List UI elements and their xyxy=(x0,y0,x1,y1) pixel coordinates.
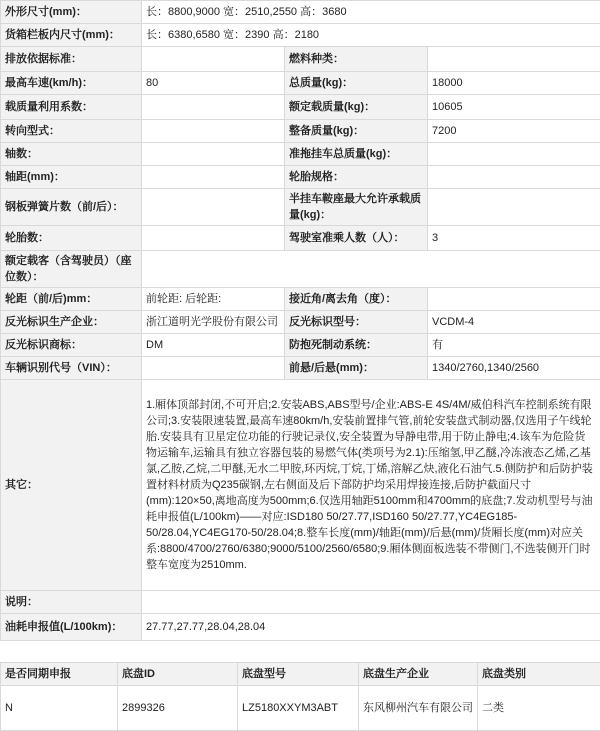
load-util-label: 载质量利用系数： xyxy=(1,95,142,120)
rated-load-label: 额定载质量(kg)： xyxy=(285,95,428,120)
chassis-header-model: 底盘型号 xyxy=(238,663,359,686)
spec-row-fuel-consumption xyxy=(1,614,600,641)
passengers-label: 额定载客（含驾驶员）（座位数）： xyxy=(1,251,142,288)
cab-seats-label: 驾驶室准乘人数（人）： xyxy=(285,226,428,251)
max-speed-label: 最高车速(km/h)： xyxy=(1,72,142,95)
chassis-maker-cell: 东风柳州汽车有限公司 xyxy=(359,686,478,731)
chassis-header-maker: 底盘生产企业 xyxy=(359,663,478,686)
tires-value xyxy=(142,226,285,251)
rated-load-value: 10605 xyxy=(428,95,600,120)
chassis-model-cell: LZ5180XXYM3ABT xyxy=(238,686,359,731)
spec-row-remarks xyxy=(1,591,600,614)
max-speed-value: 80 xyxy=(142,72,285,95)
wheelbase-value xyxy=(142,166,285,189)
reflector-model-value: VCDM-4 xyxy=(428,311,600,334)
overhang-value: 1340/2760,1340/2560 xyxy=(428,357,600,380)
fuel-consumption-value: 27.77,27.77,28.04,28.04 xyxy=(142,614,600,641)
wheelbase-label: 轴距(mm)： xyxy=(1,166,142,189)
spec-row xyxy=(1,288,600,311)
spec-row xyxy=(1,189,600,226)
reflector-brand-label: 反光标识商标： xyxy=(1,334,142,357)
remarks-value xyxy=(142,591,600,614)
chassis-sync-cell: N xyxy=(1,686,118,731)
tire-spec-label: 轮胎规格： xyxy=(285,166,428,189)
spec-row xyxy=(1,143,600,166)
emission-value xyxy=(142,47,285,72)
spec-row-dimensions xyxy=(1,1,600,24)
fuel-consumption-label: 油耗申报值(L/100km)： xyxy=(1,614,142,641)
reflector-maker-value: 浙江道明光学股份有限公司 xyxy=(142,311,285,334)
fuel-label: 燃料种类： xyxy=(285,47,428,72)
spec-row xyxy=(1,334,600,357)
reflector-maker-label: 反光标识生产企业： xyxy=(1,311,142,334)
tires-label: 轮胎数： xyxy=(1,226,142,251)
chassis-header-id: 底盘ID xyxy=(118,663,238,686)
fuel-value xyxy=(428,47,600,72)
spec-row xyxy=(1,95,600,120)
abs-label: 防抱死制动系统： xyxy=(285,334,428,357)
remarks-label: 说明： xyxy=(1,591,142,614)
chassis-header-row xyxy=(1,663,600,686)
chassis-header-sync: 是否同期申报 xyxy=(1,663,118,686)
other-value: 1.厢体顶部封闭,不可开启;2.安装ABS,ABS型号/企业:ABS-E 4S/4M/威伯科汽车控制系统有限公司;3.安装限速装置,最高车速80km/h,安装前置排气管,前轮安装盘式制动器,仅选用子午线轮胎.安装具有卫星定位功能的行驶记录仪,安全装置为导静电带,用于防止静电;4.该车为危险货物运输车,运输具有独立容器包装的易燃气体(类项号为2.1):压缩氢,甲乙醚,冷冻液态乙烯,乙基氯,乙胺,乙烷,二甲醚,无水二甲胺,环丙烷,丁烷,丁烯,溶解乙炔,液化石油气.5.侧防护和后防护装置材料材质为Q235碳钢,左右侧面及后下部防护均采用焊接连接,后防护截面尺寸(mm):120×50,离地高度为500mm;6.仅选用轴距5100mm和4700mm的底盘;7.发动机型号与油耗申报值(L/100km)——对应:ISD180 50/27.77,ISD160 50/27.77,YC4EG185-50/28.04,YC4EG170-50/28.04;8.整车长度(mm)/轴距(mm)/后悬(mm)/货厢长度(mm)对应关系:8800/4700/2760/6380;9000/5100/2560/6580;9.厢体侧面板选装不带侧门,不选装侧开门时整车宽度为2510mm. xyxy=(142,380,600,591)
reflector-model-label: 反光标识型号： xyxy=(285,311,428,334)
cargo-dims-value: 长：6380,6580 宽：2390 高：2180 xyxy=(142,24,600,47)
spec-row xyxy=(1,120,600,143)
curb-mass-label: 整备质量(kg)： xyxy=(285,120,428,143)
steering-label: 转向型式： xyxy=(1,120,142,143)
abs-value: 有 xyxy=(428,334,600,357)
chassis-id-cell: 2899326 xyxy=(118,686,238,731)
spec-row xyxy=(1,251,600,288)
load-util-value xyxy=(142,95,285,120)
spec-row xyxy=(1,357,600,380)
saddle-load-label: 半挂车鞍座最大允许承载质量(kg)： xyxy=(285,189,428,226)
other-label: 其它： xyxy=(1,380,142,591)
track-value: 前轮距: 后轮距: xyxy=(142,288,285,311)
spec-row xyxy=(1,166,600,189)
leaf-springs-label: 钢板弹簧片数（前/后）： xyxy=(1,189,142,226)
curb-mass-value: 7200 xyxy=(428,120,600,143)
total-mass-label: 总质量(kg)： xyxy=(285,72,428,95)
vin-label: 车辆识别代号（VIN）： xyxy=(1,357,142,380)
steering-value xyxy=(142,120,285,143)
spec-row-cargo-dims xyxy=(1,24,600,47)
dimensions-label: 外形尺寸(mm)： xyxy=(1,1,142,24)
trailer-mass-label: 准拖挂车总质量(kg)： xyxy=(285,143,428,166)
saddle-load-value xyxy=(428,189,600,226)
angles-label: 接近角/离去角（度）： xyxy=(285,288,428,311)
chassis-table xyxy=(0,662,600,731)
axles-label: 轴数： xyxy=(1,143,142,166)
total-mass-value: 18000 xyxy=(428,72,600,95)
dimensions-value: 长：8800,9000 宽：2510,2550 高：3680 xyxy=(142,1,600,24)
chassis-class-cell: 二类 xyxy=(478,686,600,731)
spec-row xyxy=(1,311,600,334)
table-row xyxy=(1,686,600,731)
chassis-header-class: 底盘类别 xyxy=(478,663,600,686)
reflector-brand-value: DM xyxy=(142,334,285,357)
trailer-mass-value xyxy=(428,143,600,166)
tire-spec-value xyxy=(428,166,600,189)
spec-row-other xyxy=(1,380,600,591)
spec-row xyxy=(1,47,600,72)
cab-seats-value: 3 xyxy=(428,226,600,251)
emission-label: 排放依据标准： xyxy=(1,47,142,72)
spec-row xyxy=(1,72,600,95)
spec-row xyxy=(1,226,600,251)
overhang-label: 前悬/后悬(mm)： xyxy=(285,357,428,380)
cargo-dims-label: 货箱栏板内尺寸(mm)： xyxy=(1,24,142,47)
passengers-value xyxy=(142,251,600,288)
leaf-springs-value xyxy=(142,189,285,226)
vin-value xyxy=(142,357,285,380)
angles-value xyxy=(428,288,600,311)
track-label: 轮距（前/后)mm： xyxy=(1,288,142,311)
axles-value xyxy=(142,143,285,166)
